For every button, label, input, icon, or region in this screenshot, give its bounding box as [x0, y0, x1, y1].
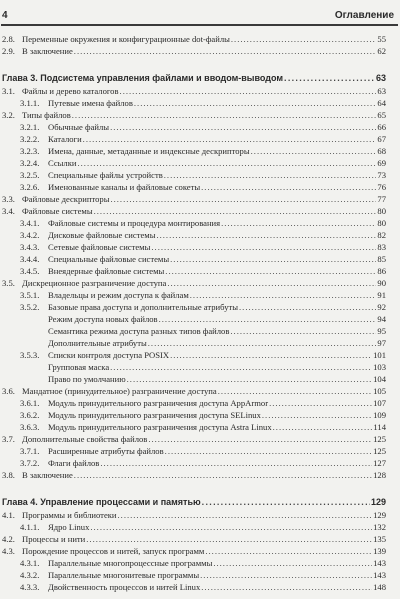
dot-leader	[200, 570, 372, 581]
entry-number: 4.2.	[2, 534, 15, 544]
toc-entry	[2, 433, 386, 445]
entry-title: Путевые имена файлов	[48, 98, 133, 108]
entry-page-number: 77	[377, 194, 386, 204]
entry-page-number: 105	[373, 386, 386, 396]
toc-entry	[20, 457, 386, 469]
entry-page-number: 63	[377, 86, 386, 96]
dot-leader	[83, 134, 377, 145]
entry-title: Групповая маска	[48, 362, 110, 372]
entry-page-number: 135	[373, 534, 386, 544]
toc-entry	[2, 193, 386, 205]
dot-leader	[151, 242, 376, 253]
dot-leader	[74, 470, 372, 481]
entry-title: Параллельные многопроцессные программы	[48, 558, 213, 568]
entry-page-number: 91	[377, 290, 386, 300]
entry-title: Модуль принудительного разграничения доступа SELinux	[48, 410, 261, 420]
entry-number: 3.4.	[2, 206, 15, 216]
entry-page-number: 73	[377, 170, 386, 180]
entry-number: 3.6.3.	[20, 422, 40, 432]
entry-title: Глава 3. Подсистема управления файлами и вводом-выводом	[2, 73, 284, 83]
chapter-entry	[2, 72, 386, 84]
toc-entry	[20, 421, 386, 433]
entry-page-number: 97	[377, 338, 386, 348]
entry-number: 3.5.3.	[20, 350, 40, 360]
dot-leader	[159, 314, 377, 325]
dot-leader	[134, 98, 377, 109]
entry-title: Имена, данные, метаданные и индексные дескрипторы	[48, 146, 250, 156]
dot-leader	[201, 582, 372, 593]
entry-number: 3.1.	[2, 86, 15, 96]
toc-entry	[2, 277, 386, 289]
entry-page-number: 82	[377, 230, 386, 240]
dot-leader	[94, 206, 377, 217]
entry-number: 3.2.5.	[20, 170, 40, 180]
entry-number: 2.8.	[2, 34, 15, 44]
entry-page-number: 143	[373, 570, 386, 580]
dot-leader	[205, 546, 372, 557]
entry-number: 3.6.	[2, 386, 15, 396]
entry-title: Переменные окружения и конфигурационные dot-файлы	[22, 34, 230, 44]
toc-entry	[20, 445, 386, 457]
dot-leader	[165, 266, 376, 277]
entry-page-number: 103	[373, 362, 386, 372]
entry-number: 4.3.2.	[20, 570, 40, 580]
entry-number: 3.7.1.	[20, 446, 40, 456]
entry-title: Право по умолчанию	[48, 374, 126, 384]
entry-page-number: 63	[375, 73, 386, 83]
toc-entry	[20, 121, 386, 133]
toc-entry	[20, 581, 386, 593]
entry-title: Глава 4. Управление процессами и памятью	[2, 497, 201, 507]
entry-title: Файлы и дерево каталогов	[22, 86, 119, 96]
entry-page-number: 65	[377, 110, 386, 120]
entry-number: 3.6.1.	[20, 398, 40, 408]
toc-entry	[20, 301, 386, 313]
dot-leader	[284, 73, 375, 84]
entry-title: В заключение	[22, 470, 73, 480]
entry-title: Модуль принудительного разграничения доступа Astra Linux	[48, 422, 272, 432]
entry-page-number: 80	[377, 206, 386, 216]
toc-entry	[20, 557, 386, 569]
toc-entry	[2, 509, 386, 521]
toc-entry	[2, 33, 386, 45]
entry-title: Файловые системы и процедура монтирования	[48, 218, 221, 228]
chapter-entry	[2, 496, 386, 508]
toc-entry	[20, 181, 386, 193]
entry-page-number: 83	[377, 242, 386, 252]
dot-leader	[251, 146, 377, 157]
dot-leader	[202, 497, 370, 508]
toc-entry	[20, 409, 386, 421]
dot-leader	[170, 254, 376, 265]
entry-page-number: 129	[370, 497, 386, 507]
entry-number: 3.5.1.	[20, 290, 40, 300]
dot-leader	[74, 46, 377, 57]
dot-leader	[156, 230, 376, 241]
entry-page-number: 68	[377, 146, 386, 156]
entry-title: Типы файлов	[22, 110, 71, 120]
toc-entry	[20, 157, 386, 169]
toc-entry	[20, 97, 386, 109]
toc-entry	[48, 313, 386, 325]
entry-title: Семантика режима доступа разных типов файлов	[48, 326, 230, 336]
entry-page-number: 69	[377, 158, 386, 168]
dot-leader	[221, 218, 376, 229]
entry-page-number: 90	[377, 278, 386, 288]
toc-entry	[20, 241, 386, 253]
entry-title: Файловые системы	[22, 206, 93, 216]
entry-title: Базовые права доступа и дополнительные атрибуты	[48, 302, 239, 312]
entry-number: 4.3.1.	[20, 558, 40, 568]
entry-page-number: 143	[373, 558, 386, 568]
entry-number: 3.3.	[2, 194, 15, 204]
entry-title: Именованные каналы и файловые сокеты	[48, 182, 201, 192]
entry-title: Файловые дескрипторы	[22, 194, 110, 204]
dot-leader	[110, 362, 372, 373]
toc-entry	[2, 385, 386, 397]
dot-leader	[148, 434, 372, 445]
entry-title: Двойственность процессов и нитей Linux	[48, 582, 201, 592]
entry-title: Специальные файловые системы	[48, 254, 170, 264]
entry-title: Режим доступа новых файлов	[48, 314, 158, 324]
entry-title: Ядро Linux	[48, 522, 90, 532]
dot-leader	[190, 290, 377, 301]
entry-title: Каталоги	[48, 134, 82, 144]
entry-title: Сетевые файловые системы	[48, 242, 151, 252]
entry-page-number: 95	[377, 326, 386, 336]
toc-entry	[48, 373, 386, 385]
entry-page-number: 107	[373, 398, 386, 408]
entry-title: Списки контроля доступа POSIX	[48, 350, 170, 360]
entry-title: Расширенные атрибуты файлов	[48, 446, 164, 456]
entry-number: 3.5.	[2, 278, 15, 288]
dot-leader	[164, 170, 377, 181]
entry-number: 3.4.2.	[20, 230, 40, 240]
entry-title: Модуль принудительного разграничения доступа AppArmor	[48, 398, 269, 408]
entry-title: Внеядерные файловые системы	[48, 266, 165, 276]
entry-title: Владельцы и режим доступа к файлам	[48, 290, 189, 300]
entry-number: 3.1.1.	[20, 98, 40, 108]
entry-page-number: 125	[373, 446, 386, 456]
entry-number: 4.3.	[2, 546, 15, 556]
dot-leader	[231, 34, 377, 45]
dot-leader	[213, 558, 372, 569]
entry-number: 3.2.4.	[20, 158, 40, 168]
toc-entry	[48, 325, 386, 337]
dot-leader	[269, 398, 372, 409]
entry-page-number: 92	[377, 302, 386, 312]
entry-number: 4.1.1.	[20, 522, 40, 532]
entry-number: 3.8.	[2, 470, 15, 480]
running-header	[2, 9, 398, 23]
dot-leader	[170, 350, 372, 361]
toc-entry	[2, 469, 386, 481]
toc-entry	[20, 397, 386, 409]
entry-number: 3.7.	[2, 434, 15, 444]
entry-page-number: 76	[377, 182, 386, 192]
entry-number: 3.4.1.	[20, 218, 40, 228]
entry-page-number: 114	[373, 422, 386, 432]
entry-title: Мандатное (принудительное) разграничение доступа	[22, 386, 217, 396]
dot-leader	[110, 122, 376, 133]
entry-page-number: 64	[377, 98, 386, 108]
toc-entry	[20, 265, 386, 277]
dot-leader	[148, 338, 377, 349]
entry-page-number: 148	[373, 582, 386, 592]
entry-page-number: 94	[377, 314, 386, 324]
header-page-number: 4	[2, 10, 8, 21]
entry-number: 3.4.4.	[20, 254, 40, 264]
entry-number: 3.2.6.	[20, 182, 40, 192]
entry-page-number: 132	[373, 522, 386, 532]
toc-entry	[2, 545, 386, 557]
entry-number: 3.4.5.	[20, 266, 40, 276]
entry-title: Флаги файлов	[48, 458, 100, 468]
entry-number: 3.7.2.	[20, 458, 40, 468]
entry-page-number: 62	[377, 46, 386, 56]
toc-entry	[48, 337, 386, 349]
entry-title: Программы и библиотеки	[22, 510, 117, 520]
entry-page-number: 127	[373, 458, 386, 468]
dot-leader	[201, 182, 376, 193]
entry-page-number: 55	[377, 34, 386, 44]
entry-number: 3.5.2.	[20, 302, 40, 312]
dot-leader	[230, 326, 376, 337]
dot-leader	[218, 386, 372, 397]
entry-number: 3.2.3.	[20, 146, 40, 156]
entry-title: Дискреционное разграничение доступа	[22, 278, 167, 288]
entry-number: 3.6.2.	[20, 410, 40, 420]
entry-page-number: 101	[373, 350, 386, 360]
toc-entry	[2, 205, 386, 217]
entry-number: 3.2.	[2, 110, 15, 120]
entry-number: 3.2.2.	[20, 134, 40, 144]
entry-page-number: 80	[377, 218, 386, 228]
entry-page-number: 128	[373, 470, 386, 480]
entry-number: 3.4.3.	[20, 242, 40, 252]
entry-title: Обычные файлы	[48, 122, 110, 132]
toc-entry	[20, 253, 386, 265]
toc-entry	[20, 133, 386, 145]
dot-leader	[262, 410, 372, 421]
entry-page-number: 86	[377, 266, 386, 276]
dot-leader	[165, 446, 372, 457]
dot-leader	[120, 86, 377, 97]
dot-leader	[100, 458, 372, 469]
entry-title: Дополнительные атрибуты	[48, 338, 147, 348]
entry-page-number: 67	[377, 134, 386, 144]
entry-page-number: 125	[373, 434, 386, 444]
entry-title: Процессы и нити	[22, 534, 86, 544]
entry-number: 4.3.3.	[20, 582, 40, 592]
toc-entry	[20, 289, 386, 301]
entry-title: Специальные файлы устройств	[48, 170, 163, 180]
dot-leader	[239, 302, 376, 313]
entry-number: 2.9.	[2, 46, 15, 56]
entry-title: Ссылки	[48, 158, 77, 168]
entry-number: 3.2.1.	[20, 122, 40, 132]
entry-title: Дополнительные свойства файлов	[22, 434, 148, 444]
toc-entry	[48, 361, 386, 373]
toc-entry	[20, 349, 386, 361]
entry-number: 4.1.	[2, 510, 15, 520]
entry-title: В заключение	[22, 46, 73, 56]
dot-leader	[72, 110, 377, 121]
dot-leader	[273, 422, 373, 433]
dot-leader	[110, 194, 376, 205]
toc-entry	[2, 109, 386, 121]
dot-leader	[86, 534, 372, 545]
entry-page-number: 66	[377, 122, 386, 132]
dot-leader	[127, 374, 372, 385]
entry-page-number: 109	[373, 410, 386, 420]
dot-leader	[118, 510, 373, 521]
header-rule	[1, 24, 398, 26]
toc-entry	[20, 217, 386, 229]
toc-entry	[2, 45, 386, 57]
toc-entry	[2, 533, 386, 545]
toc-entry	[20, 569, 386, 581]
dot-leader	[167, 278, 376, 289]
dot-leader	[78, 158, 377, 169]
entry-title: Дисковые файловые системы	[48, 230, 156, 240]
entry-title: Порождение процессов и нитей, запуск программ	[22, 546, 205, 556]
dot-leader	[90, 522, 372, 533]
toc-entry	[20, 145, 386, 157]
entry-page-number: 129	[373, 510, 386, 520]
toc-entry	[20, 229, 386, 241]
toc-entry	[20, 521, 386, 533]
toc-entry	[2, 85, 386, 97]
toc-entry	[20, 169, 386, 181]
entry-title: Параллельные многонитевые программы	[48, 570, 200, 580]
entry-page-number: 85	[377, 254, 386, 264]
entry-page-number: 139	[373, 546, 386, 556]
header-title: Оглавление	[334, 10, 394, 21]
entry-page-number: 104	[373, 374, 386, 384]
